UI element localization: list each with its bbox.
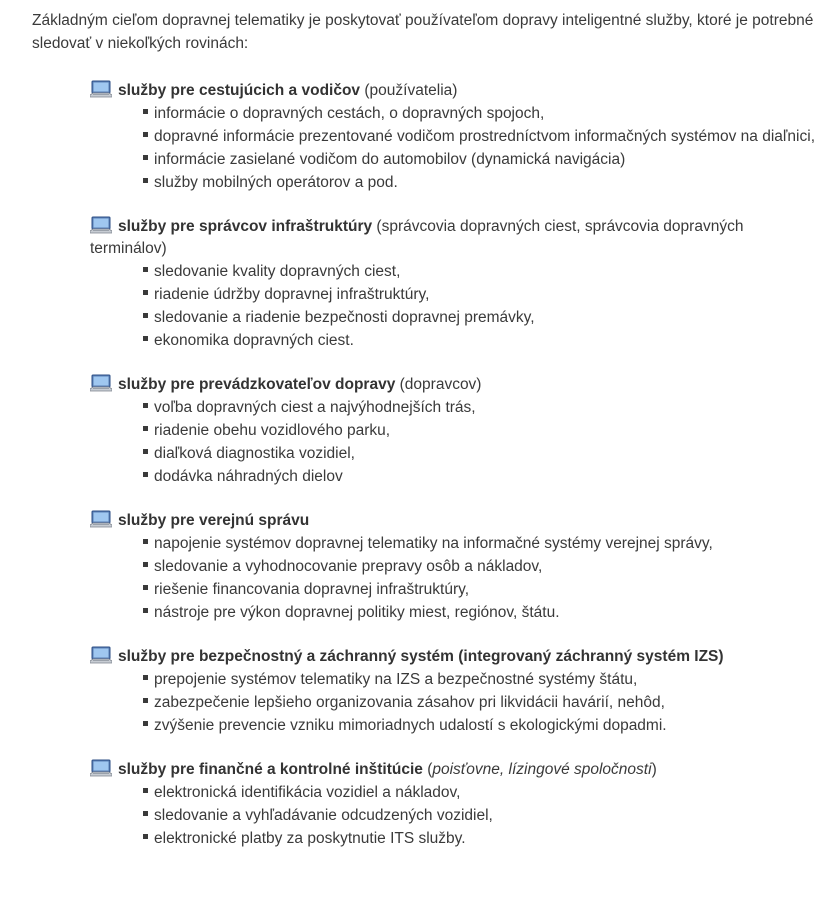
computer-icon — [90, 759, 112, 777]
list-item — [143, 578, 815, 601]
list-item — [143, 329, 815, 352]
bullet-icon — [143, 472, 148, 477]
list-item-text: sledovanie a riadenie bezpečnosti dopravnej premávky, — [154, 309, 535, 326]
section-heading — [90, 216, 815, 260]
section-item-list — [90, 668, 815, 737]
section-item-list — [90, 396, 815, 488]
list-item-text: riešenie financovania dopravnej infraštruktúry, — [154, 581, 470, 598]
list-item — [143, 827, 815, 850]
computer-icon — [90, 646, 112, 664]
section-note: (dopravcov) — [395, 376, 482, 393]
bullet-icon — [143, 608, 148, 613]
list-item-text: sledovanie kvality dopravných ciest, — [154, 263, 401, 280]
bullet-icon — [143, 788, 148, 793]
list-item-text: riadenie údržby dopravnej infraštruktúry, — [154, 286, 430, 303]
list-item-text: dodávka náhradných dielov — [154, 468, 343, 485]
bullet-icon — [143, 155, 148, 160]
section-note: (používatelia) — [360, 82, 458, 99]
bullet-icon — [143, 698, 148, 703]
bullet-icon — [143, 109, 148, 114]
list-item-text: prepojenie systémov telematiky na IZS a bezpečnostné systémy štátu, — [154, 671, 638, 688]
list-item — [143, 396, 815, 419]
section-title: služby pre bezpečnostný a záchranný systém (integrovaný záchranný systém IZS) — [118, 648, 724, 665]
list-item-text: sledovanie a vyhľadávanie odcudzených vozidiel, — [154, 807, 493, 824]
list-item-text: voľba dopravných ciest a najvýhodnejších trás, — [154, 399, 476, 416]
list-item-text: nástroje pre výkon dopravnej politiky miest, regiónov, štátu. — [154, 604, 560, 621]
computer-icon — [90, 510, 112, 528]
section-title: služby pre cestujúcich a vodičov — [118, 82, 361, 99]
bullet-icon — [143, 290, 148, 295]
list-item — [143, 714, 815, 737]
section-heading — [90, 80, 815, 102]
section-title: služby pre verejnú správu — [118, 512, 310, 529]
list-item-text: diaľková diagnostika vozidiel, — [154, 445, 355, 462]
list-item — [143, 306, 815, 329]
computer-icon — [90, 216, 112, 234]
section-title: služby pre prevádzkovateľov dopravy — [118, 376, 396, 393]
list-item — [143, 283, 815, 306]
section-title: služby pre správcov infraštruktúry — [118, 218, 373, 235]
list-item-text: služby mobilných operátorov a pod. — [154, 174, 398, 191]
list-item — [143, 532, 815, 555]
service-section — [90, 759, 815, 850]
list-item — [143, 102, 815, 125]
section-note: ( — [422, 761, 433, 778]
list-item-text: informácie zasielané vodičom do automobilov (dynamická navigácia) — [154, 151, 626, 168]
bullet-icon — [143, 834, 148, 839]
list-item-text: elektronické platby za poskytnutie ITS služby. — [154, 830, 466, 847]
service-section — [90, 374, 815, 488]
bullet-icon — [143, 313, 148, 318]
section-heading — [90, 374, 815, 396]
service-section — [90, 80, 815, 194]
section-item-list — [90, 260, 815, 352]
list-item-text: sledovanie a vyhodnocovanie prepravy osôb a nákladov, — [154, 558, 543, 575]
section-title: služby pre finančné a kontrolné inštitúcie — [118, 761, 423, 778]
list-item-text: dopravné informácie prezentované vodičom prostredníctvom informačných systémov na diaľnici, — [154, 128, 815, 145]
section-item-list — [90, 532, 815, 624]
service-section — [90, 646, 815, 737]
list-item — [143, 171, 815, 194]
list-item-text: ekonomika dopravných ciest. — [154, 332, 354, 349]
section-note-italic: poisťovne, lízingové spoločnosti — [432, 761, 652, 778]
list-item — [143, 260, 815, 283]
list-item-text: informácie o dopravných cestách, o dopravných spojoch, — [154, 105, 545, 122]
list-item — [143, 465, 815, 488]
bullet-icon — [143, 539, 148, 544]
list-item-text: elektronická identifikácia vozidiel a nákladov, — [154, 784, 461, 801]
bullet-icon — [143, 403, 148, 408]
list-item — [143, 668, 815, 691]
list-item — [143, 148, 815, 171]
section-item-list — [90, 102, 815, 194]
section-heading — [90, 646, 815, 668]
section-note-close: ) — [651, 761, 657, 778]
bullet-icon — [143, 449, 148, 454]
list-item — [143, 555, 815, 578]
list-item — [143, 691, 815, 714]
list-item-text: zabezpečenie lepšieho organizovania zásahov pri likvidácii havárií, nehôd, — [154, 694, 665, 711]
section-heading — [90, 759, 815, 781]
list-item-text: riadenie obehu vozidlového parku, — [154, 422, 391, 439]
section-heading — [90, 510, 815, 532]
list-item — [143, 419, 815, 442]
service-section — [90, 510, 815, 624]
bullet-icon — [143, 811, 148, 816]
section-item-list — [90, 781, 815, 850]
bullet-icon — [143, 132, 148, 137]
list-item — [143, 601, 815, 624]
list-item-text: zvýšenie prevencie vzniku mimoriadnych udalostí s ekologickými dopadmi. — [154, 717, 667, 734]
list-item — [143, 804, 815, 827]
intro-paragraph: Základným cieľom dopravnej telematiky je poskytovať používateľom dopravy inteligentné služby, ktoré je potrebné sledovať v niekoľkých rovinách: — [32, 12, 814, 52]
section-note: (správcovia dopravných ciest, správcovia dopravných terminálov) — [90, 218, 744, 257]
computer-icon — [90, 374, 112, 392]
bullet-icon — [143, 178, 148, 183]
bullet-icon — [143, 562, 148, 567]
computer-icon — [90, 80, 112, 98]
bullet-icon — [143, 426, 148, 431]
list-item-text: napojenie systémov dopravnej telematiky na informačné systémy verejnej správy, — [154, 535, 713, 552]
bullet-icon — [143, 585, 148, 590]
bullet-icon — [143, 267, 148, 272]
bullet-icon — [143, 336, 148, 341]
service-section — [90, 216, 815, 352]
list-item — [143, 125, 815, 148]
list-item — [143, 781, 815, 804]
list-item — [143, 442, 815, 465]
service-sections — [90, 80, 815, 872]
bullet-icon — [143, 721, 148, 726]
bullet-icon — [143, 675, 148, 680]
